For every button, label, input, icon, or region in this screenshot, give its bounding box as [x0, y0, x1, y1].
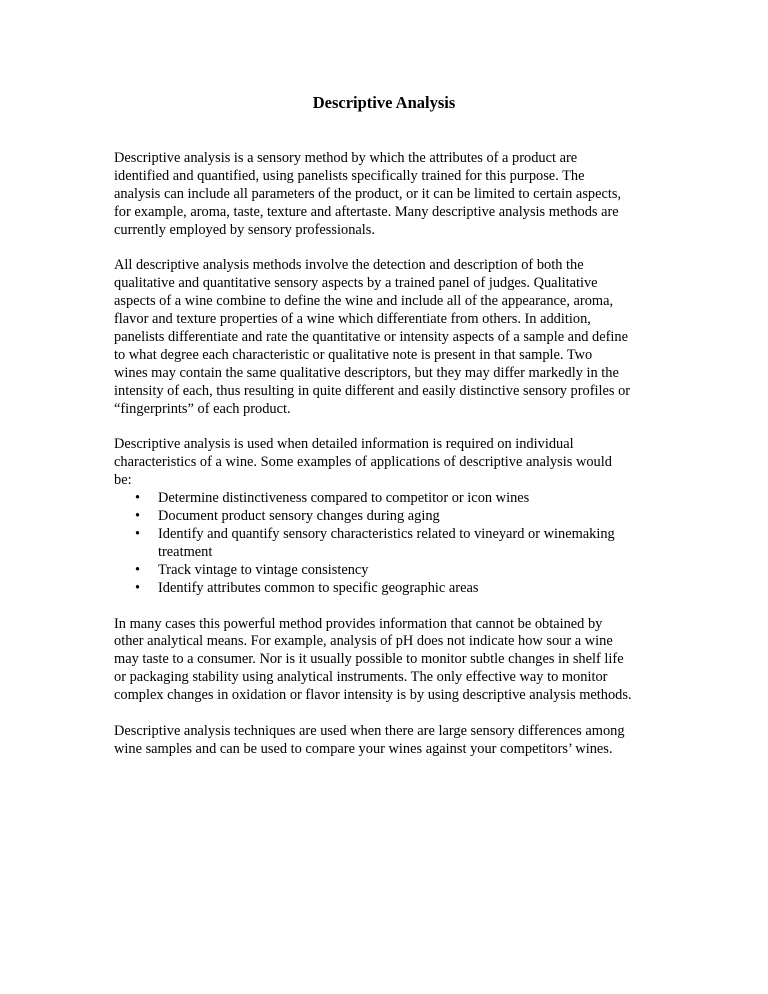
applications-list — [114, 490, 674, 597]
text-line: intensity of each, thus resulting in quite different and easily distinctive sensory profiles or — [114, 382, 631, 399]
text-line: In many cases this powerful method provides information that cannot be obtained by — [114, 615, 603, 632]
list-item-text: Identify attributes common to specific geographic areas — [158, 579, 479, 596]
bullet-icon: • — [135, 490, 141, 507]
text-line: may taste to a consumer. Nor is it usually possible to monitor subtle changes in shelf life — [114, 651, 624, 668]
list-item-text: Document product sensory changes during aging — [158, 508, 440, 525]
text-line: aspects of a wine combine to define the wine and include all of the appearance, aroma, — [114, 293, 614, 310]
document-title: Descriptive Analysis — [312, 93, 456, 112]
paragraph-methods — [114, 257, 674, 418]
text-line: qualitative and quantitative sensory aspects by a trained panel of judges. Qualitative — [114, 275, 598, 292]
text-line: wine samples and can be used to compare your wines against your competitors’ wines. — [114, 740, 613, 757]
bullet-icon: • — [135, 508, 141, 525]
text-line: “fingerprints” of each product. — [114, 400, 291, 417]
list-item — [114, 562, 674, 580]
text-line: panelists differentiate and rate the quantitative or intensity aspects of a sample and define — [114, 329, 629, 346]
text-line: analysis can include all parameters of the product, or it can be limited to certain aspects, — [114, 185, 622, 202]
list-item-text: Determine distinctiveness compared to competitor or icon wines — [158, 490, 530, 507]
bullet-icon: • — [135, 526, 141, 542]
list-item — [114, 526, 674, 562]
document-body — [114, 150, 674, 777]
paragraph-advantages — [114, 616, 674, 706]
list-item-text: Identify and quantify sensory characteristics related to vineyard or winemaking — [158, 526, 615, 542]
text-line: wines may contain the same qualitative descriptors, but they may differ markedly in the — [114, 364, 619, 381]
bullet-icon: • — [135, 579, 141, 596]
list-item — [114, 580, 674, 598]
text-line: to what degree each characteristic or qualitative note is present in that sample. Two — [114, 346, 593, 363]
text-line: identified and quantified, using panelists specifically trained for this purpose. The — [114, 167, 585, 184]
text-line: be: — [114, 472, 132, 489]
bullet-icon: • — [135, 561, 141, 578]
text-line: flavor and texture properties of a wine which differentiate from others. In addition, — [114, 311, 591, 328]
text-line: characteristics of a wine. Some examples of applications of descriptive analysis would — [114, 454, 612, 471]
text-line: currently employed by sensory professionals. — [114, 221, 375, 238]
text-line: other analytical means. For example, analysis of pH does not indicate how sour a wine — [114, 633, 613, 650]
text-line: for example, aroma, taste, texture and aftertaste. Many descriptive analysis methods are — [114, 203, 619, 220]
text-line: Descriptive analysis techniques are used when there are large sensory differences among — [114, 722, 625, 739]
paragraph-intro — [114, 150, 674, 240]
list-item-text: Track vintage to vintage consistency — [158, 561, 369, 578]
paragraph-applications — [114, 436, 674, 490]
text-line: complex changes in oxidation or flavor intensity is by using descriptive analysis methods. — [114, 687, 632, 704]
paragraph-conclusion — [114, 723, 674, 759]
list-item-text: treatment — [158, 543, 213, 560]
list-item — [114, 490, 674, 508]
text-line: All descriptive analysis methods involve the detection and description of both the — [114, 257, 584, 274]
text-line: Descriptive analysis is a sensory method by which the attributes of a product are — [114, 150, 578, 166]
list-item — [114, 508, 674, 526]
text-line: Descriptive analysis is used when detailed information is required on individual — [114, 436, 574, 453]
text-line: or packaging stability using analytical instruments. The only effective way to monitor — [114, 669, 608, 686]
